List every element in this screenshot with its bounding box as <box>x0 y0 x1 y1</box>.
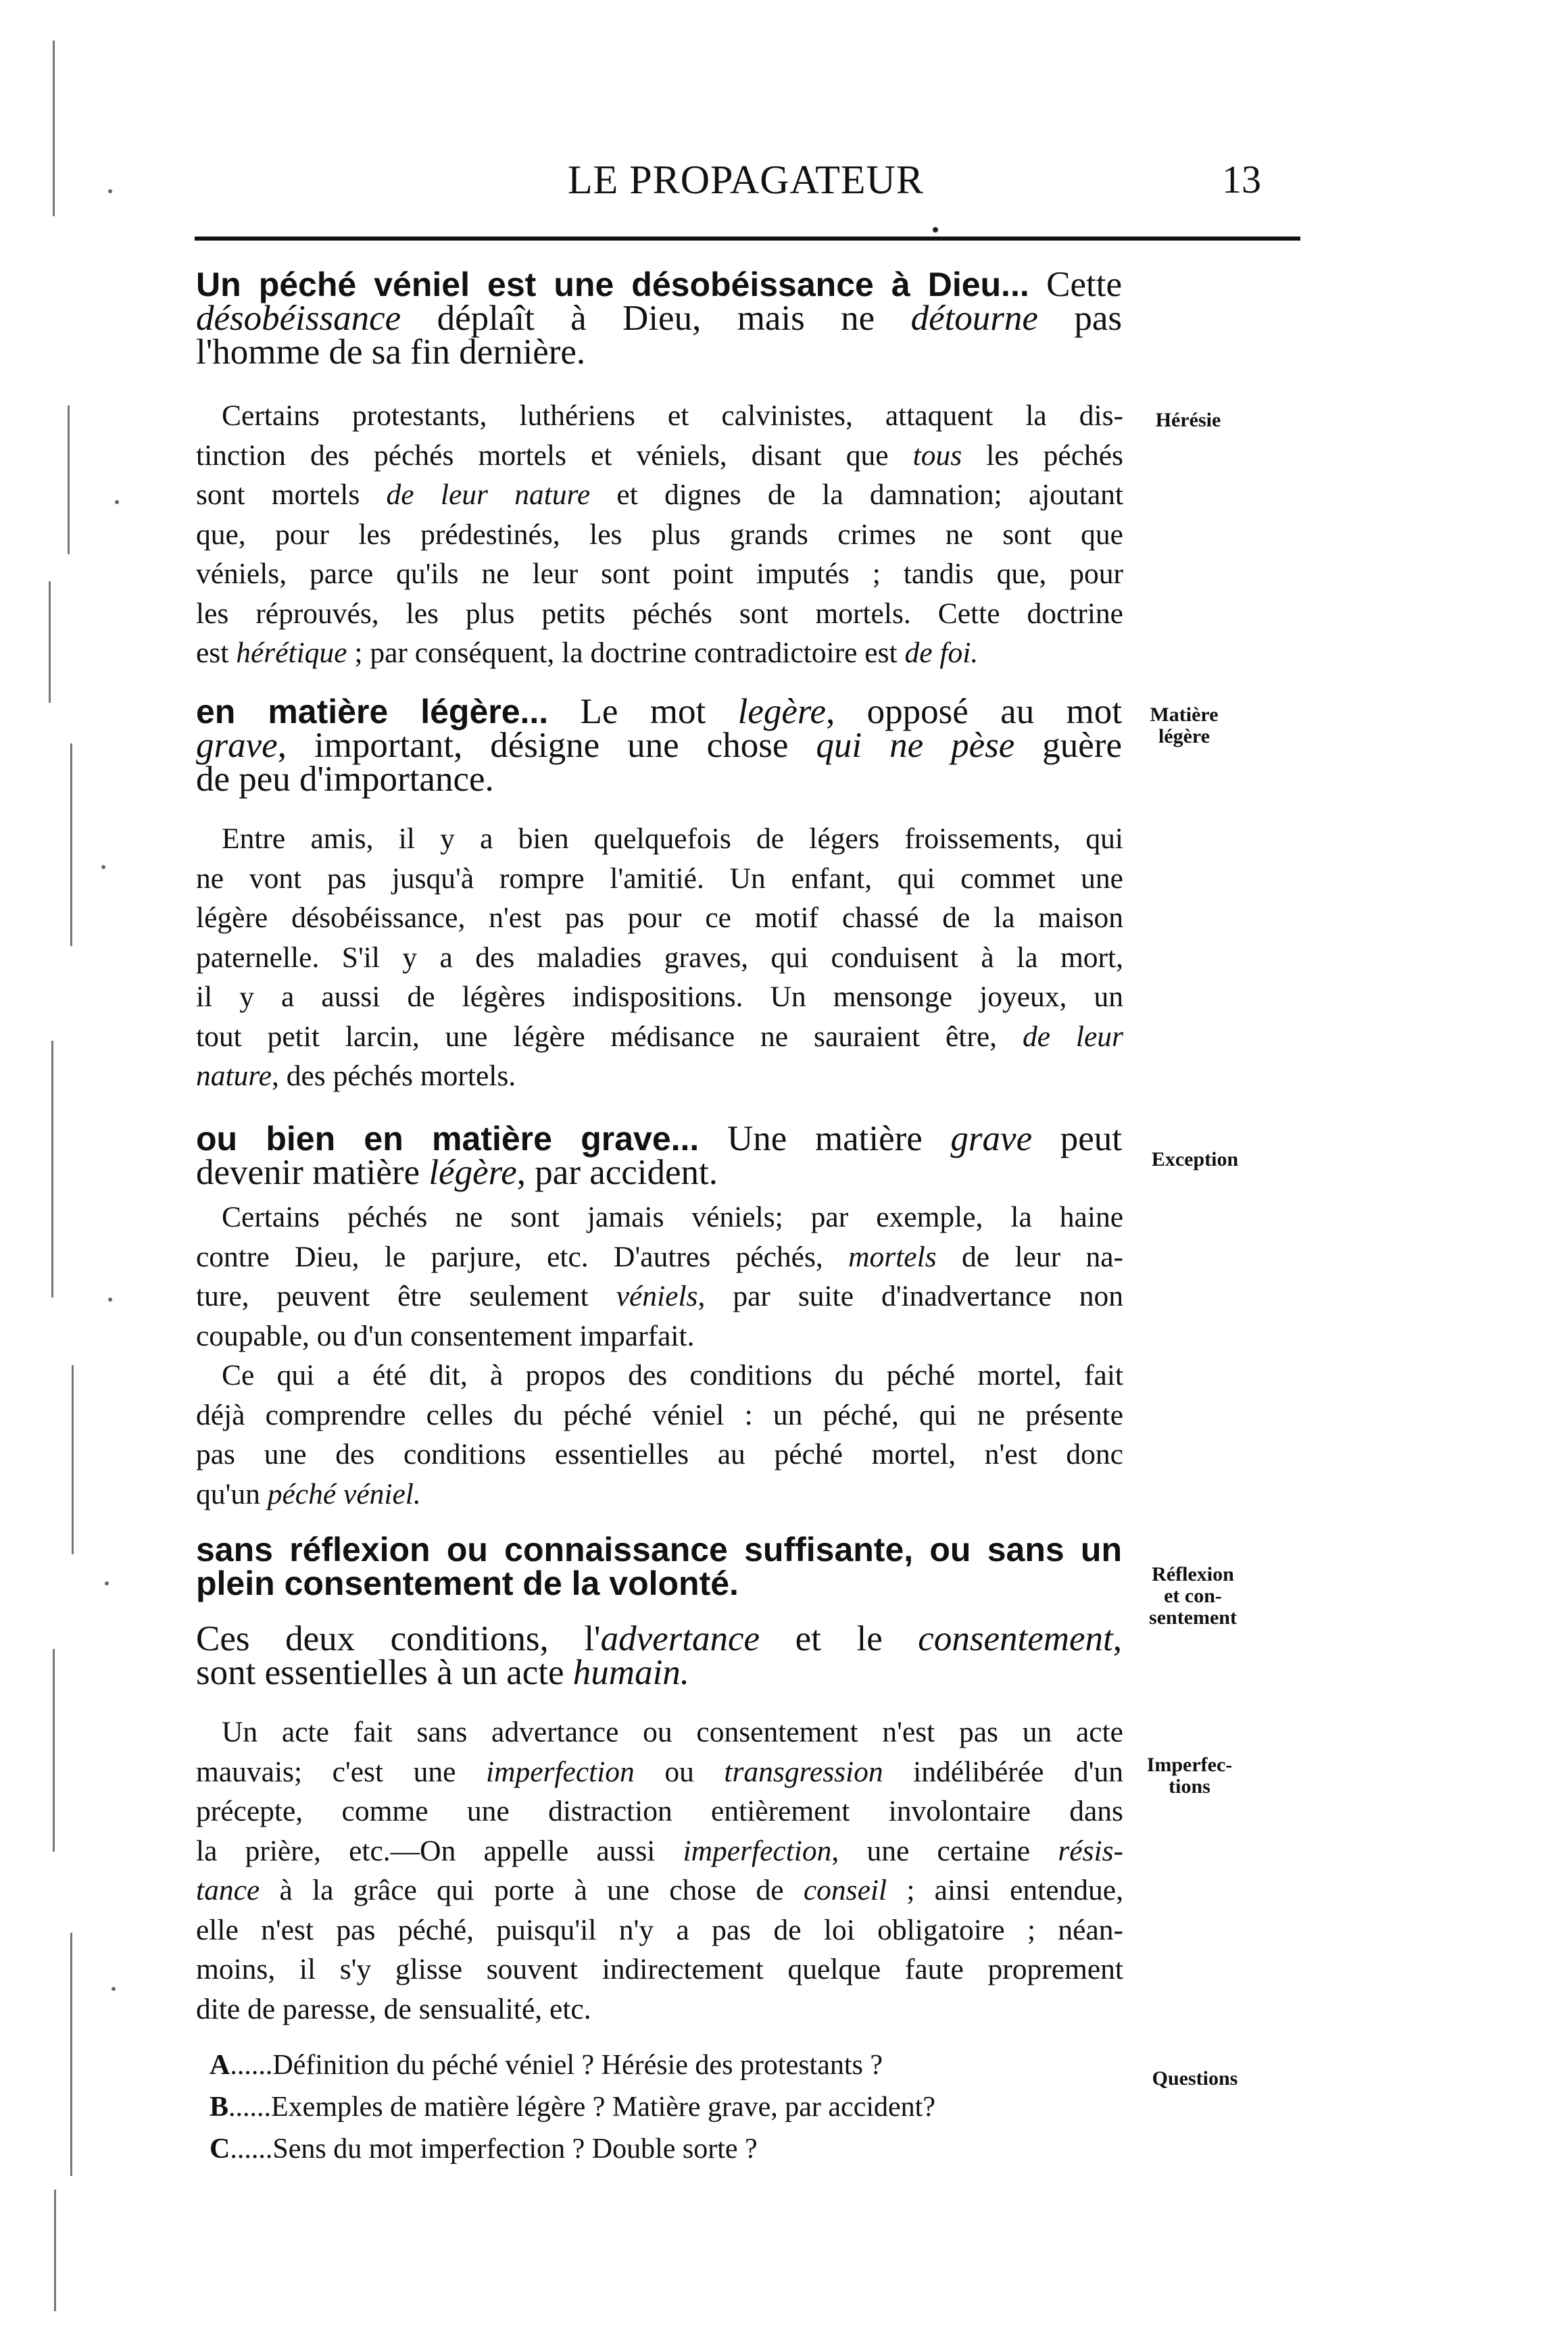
lead-line: ou bien en matière grave... Une matière grave peut <box>196 1119 1122 1158</box>
margin-note-line: Hérésie <box>1155 409 1221 431</box>
lead-line: désobéissance déplaît à Dieu, mais ne détourne pas <box>196 299 1122 338</box>
question-leader: ...... <box>228 2092 272 2123</box>
question-b <box>210 2091 935 2123</box>
body-line: tinction des péchés mortels et véniels, disant que tous les péchés <box>196 439 1123 472</box>
body-line: coupable, ou d'un consentement imparfait. <box>196 1319 695 1352</box>
lead-line: sont essentielles à un acte humain. <box>196 1653 690 1692</box>
lead-line: sans réflexion ou connaissance suffisante, ou sans un <box>196 1531 1122 1569</box>
body-line: ne vont pas jusqu'à rompre l'amitié. Un enfant, qui commet une <box>196 862 1123 895</box>
section-4-lead-bold <box>196 1533 1122 1600</box>
question-text: Définition du péché véniel ? Hérésie des protestants ? <box>272 2050 883 2081</box>
question-a <box>210 2049 883 2081</box>
body-line: les réprouvés, les plus petits péchés sont mortels. Cette doctrine <box>196 597 1123 630</box>
section-3-lead <box>196 1119 1122 1192</box>
body-line: tance à la grâce qui porte à une chose de conseil ; ainsi entendue, <box>196 1874 1123 1906</box>
margin-note-line: Matière <box>1150 704 1219 726</box>
section-3-body-a <box>196 1198 1123 1356</box>
margin-note-line: Réflexion <box>1152 1563 1234 1585</box>
question-text: Sens du mot imperfection ? Double sorte ? <box>272 2133 758 2165</box>
margin-note-line: Exception <box>1151 1148 1239 1170</box>
lead-line: Un péché véniel est une désobéissance à Dieu... Cette <box>196 265 1123 304</box>
margin-note-imperfections <box>1135 1754 1244 1798</box>
margin-note-matiere-legere <box>1137 704 1231 747</box>
body-line: déjà comprendre celles du péché véniel : un péché, qui ne présente <box>196 1398 1123 1431</box>
body-line: Un acte fait sans advertance ou consentement n'est pas un acte <box>222 1716 1123 1748</box>
header-rule-dot <box>933 227 938 232</box>
section-4-lead <box>196 1619 1122 1692</box>
body-line: elle n'est pas péché, puisqu'il n'y a pas de loi obligatoire ; néan- <box>196 1913 1123 1946</box>
lead-line: l'homme de sa fin dernière. <box>196 332 586 372</box>
section-5-body <box>196 1712 1123 2029</box>
body-line: Certains protestants, luthériens et calvinistes, attaquent la dis- <box>222 399 1123 432</box>
body-line: dite de paresse, de sensualité, etc. <box>196 1992 591 2025</box>
body-line: précepte, comme une distraction entièrement involontaire dans <box>196 1795 1123 1827</box>
question-leader: ...... <box>230 2133 273 2165</box>
lead-line: Ces deux conditions, l'advertance et le consentement, <box>196 1619 1122 1658</box>
question-letter: B <box>210 2092 229 2123</box>
section-2-body <box>196 819 1123 1096</box>
running-title: LE PROPAGATEUR <box>568 157 924 202</box>
body-line: sont mortels de leur nature et dignes de la damnation; ajoutant <box>196 478 1123 511</box>
body-line: contre Dieu, le parjure, etc. D'autres péchés, mortels de leur na- <box>196 1240 1123 1273</box>
body-line: ture, peuvent être seulement véniels, par suite d'inadvertance non <box>196 1280 1124 1312</box>
margin-note-line: légère <box>1158 725 1210 747</box>
question-c <box>210 2133 758 2165</box>
margin-note-heresie <box>1141 410 1235 431</box>
body-line: nature, des péchés mortels. <box>196 1060 516 1092</box>
body-line: tout petit larcin, une légère médisance ne sauraient être, de leur <box>196 1020 1123 1053</box>
section-1-body <box>196 396 1123 673</box>
margin-note-questions: Questions <box>1152 2067 1238 2090</box>
question-leader: ...... <box>230 2050 273 2081</box>
question-text: Exemples de matière légère ? Matière grave, par accident? <box>271 2092 935 2123</box>
question-letter: A <box>210 2050 230 2081</box>
body-line: que, pour les prédestinés, les plus grands crimes ne sont que <box>196 518 1123 551</box>
margin-note-reflexion <box>1137 1564 1249 1629</box>
question-letter: C <box>210 2133 230 2165</box>
body-line: est hérétique ; par conséquent, la doctrine contradictoire est de foi. <box>196 637 979 669</box>
margin-note-line: tions <box>1169 1775 1210 1798</box>
body-line: il y a aussi de légères indispositions. Un mensonge joyeux, un <box>196 981 1123 1013</box>
body-line: pas une des conditions essentielles au péché mortel, n'est donc <box>196 1438 1123 1471</box>
gutter-artifacts <box>41 27 142 2325</box>
body-line: moins, il s'y glisse souvent indirectement quelque faute proprement <box>196 1953 1123 1985</box>
body-line: paternelle. S'il y a des maladies graves, qui conduisent à la mort, <box>196 941 1123 974</box>
margin-note-line: Imperfec- <box>1146 1754 1233 1776</box>
margin-note-exception <box>1141 1149 1249 1170</box>
body-line: légère désobéissance, n'est pas pour ce motif chassé de la maison <box>196 902 1123 934</box>
margin-note-line: et con- <box>1164 1585 1222 1607</box>
body-line: véniels, parce qu'ils ne leur sont point imputés ; tandis que, pour <box>196 558 1123 590</box>
page-number: 13 <box>1222 157 1261 201</box>
body-line: la prière, etc.—On appelle aussi imperfection, une certaine résis- <box>196 1834 1123 1867</box>
section-1-lead <box>196 265 1123 372</box>
section-3-body-b <box>196 1356 1123 1514</box>
lead-line: de peu d'importance. <box>196 760 494 799</box>
header-rule <box>195 237 1300 241</box>
lead-line: plein consentement de la volonté. <box>196 1564 739 1602</box>
body-line: Entre amis, il y a bien quelquefois de légers froissements, qui <box>222 822 1123 855</box>
lead-line: en matière légère... Le mot legère, opposé au mot <box>196 692 1122 731</box>
body-line: qu'un péché véniel. <box>196 1477 421 1510</box>
margin-note-line: sentement <box>1149 1606 1237 1629</box>
lead-line: grave, important, désigne une chose qui ne pèse guère <box>196 726 1122 765</box>
body-line: Certains péchés ne sont jamais véniels; par exemple, la haine <box>222 1201 1123 1233</box>
body-line: mauvais; c'est une imperfection ou transgression indélibérée d'un <box>196 1755 1124 1788</box>
body-line: Ce qui a été dit, à propos des conditions du péché mortel, fait <box>222 1359 1123 1391</box>
lead-line: devenir matière légère, par accident. <box>196 1153 718 1192</box>
section-2-lead <box>196 692 1122 799</box>
